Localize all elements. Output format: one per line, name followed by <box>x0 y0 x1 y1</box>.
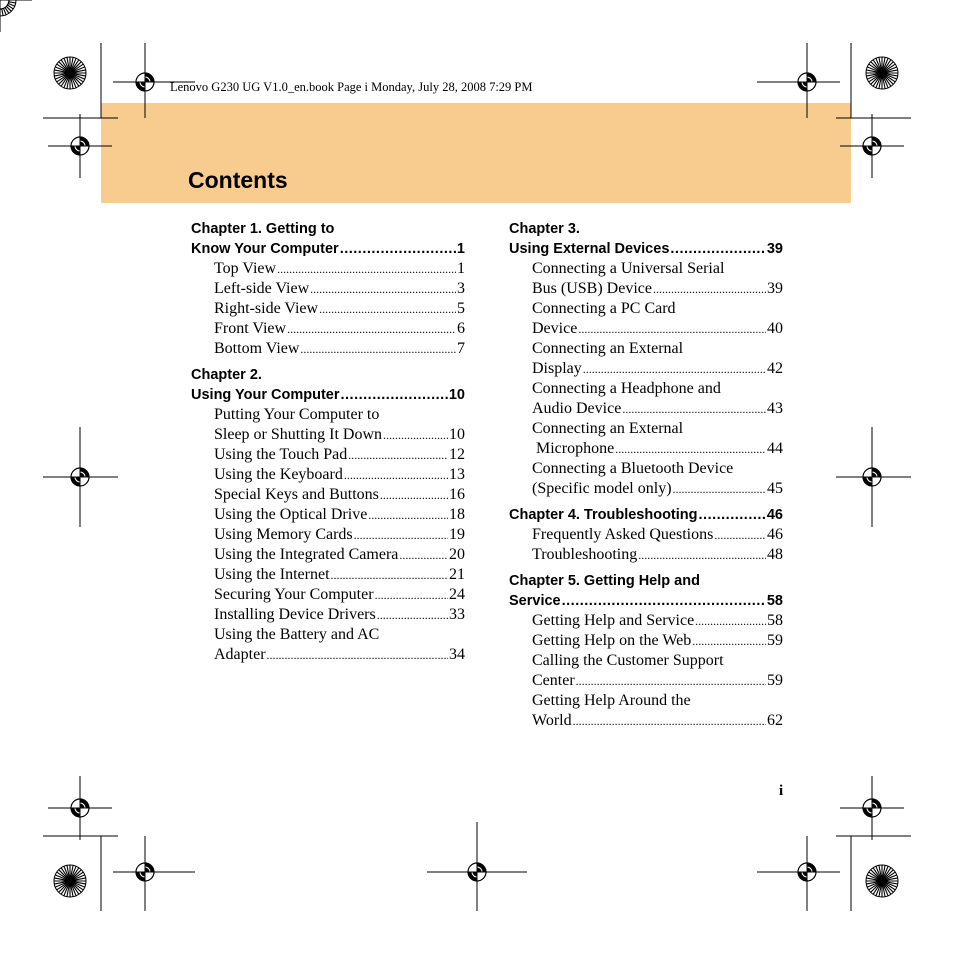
entry-title: Bottom View <box>214 340 300 357</box>
crosshair-target-icon <box>0 0 32 32</box>
entry-title-line: Connecting a PC Card <box>532 300 676 317</box>
entry-page-number: 43 <box>767 400 783 417</box>
entry-title: Frequently Asked Questions <box>532 526 714 543</box>
entry-title-line: Connecting a Headphone and <box>532 380 721 397</box>
entry-title: Top View <box>214 260 277 277</box>
entry-title: Center <box>532 672 575 689</box>
entry-title: World <box>532 712 572 729</box>
entry-title-line: Getting Help Around the <box>532 692 691 709</box>
registration-starburst-icon <box>54 57 86 89</box>
entry-page-number: 59 <box>767 672 783 689</box>
entry-title: Installing Device Drivers <box>214 606 376 623</box>
entry-page-number: 42 <box>767 360 783 377</box>
entry-page-number: 46 <box>767 526 783 543</box>
chapter-page-number: 58 <box>766 593 783 609</box>
entry-title-line: Connecting a Universal Serial <box>532 260 725 277</box>
chapter-heading-title: Using External Devices <box>509 241 670 257</box>
entry-title: Using the Touch Pad <box>214 446 348 463</box>
entry-page-number: 21 <box>449 566 465 583</box>
entry-page-number: 3 <box>457 280 465 297</box>
entry-page-number: 45 <box>767 480 783 497</box>
entry-title: Using the Keyboard <box>214 466 343 483</box>
chapter-page-number: 39 <box>766 241 783 257</box>
entry-title-line: Connecting an External <box>532 420 684 437</box>
entry-title: Using the Optical Drive <box>214 506 368 523</box>
entry-page-number: 48 <box>767 546 783 563</box>
entry-page-number: 12 <box>449 446 465 463</box>
entry-page-number: 40 <box>767 320 783 337</box>
registration-starburst-icon <box>54 865 86 897</box>
entry-page-number: 58 <box>767 612 783 629</box>
crosshair-target-icon <box>48 776 112 840</box>
entry-title: Left-side View <box>214 280 310 297</box>
entry-page-number: 34 <box>449 646 465 663</box>
chapter-page-number: 1 <box>456 241 465 257</box>
entry-page-number: 1 <box>457 260 465 277</box>
entry-title: Using Memory Cards <box>214 526 353 543</box>
entry-title: Securing Your Computer <box>214 586 374 603</box>
entry-title-line: Calling the Customer Support <box>532 652 724 669</box>
crosshair-target-icon <box>840 776 904 840</box>
entry-title: Front View <box>214 320 287 337</box>
entry-title-line: Connecting a Bluetooth Device <box>532 460 734 477</box>
entry-title: Using the Integrated Camera <box>214 546 399 563</box>
entry-page-number: 19 <box>449 526 465 543</box>
chapter-heading-title: Service <box>509 593 561 609</box>
chapter-heading-title: Know Your Computer <box>191 241 339 257</box>
crosshair-target-icon <box>840 114 904 178</box>
page-number: i <box>779 783 784 799</box>
entry-page-number: 24 <box>449 586 465 603</box>
entry-page-number: 18 <box>449 506 465 523</box>
print-header: Lenovo G230 UG V1.0_en.book Page i Monday, July 28, 2008 7:29 PM <box>170 80 533 94</box>
entry-page-number: 59 <box>767 632 783 649</box>
chapter-heading-line: Chapter 3. <box>509 221 580 237</box>
entry-page-number: 20 <box>449 546 465 563</box>
chapter-heading-line: Chapter 1. Getting to <box>191 221 335 237</box>
entry-page-number: 7 <box>457 340 465 357</box>
entry-title: Sleep or Shutting It Down <box>214 426 382 443</box>
registration-starburst-icon <box>866 57 898 89</box>
entry-page-number: 10 <box>449 426 465 443</box>
entry-page-number: 33 <box>449 606 465 623</box>
entry-title: Device <box>532 320 578 337</box>
entry-title: Microphone <box>532 440 615 457</box>
entry-page-number: 39 <box>767 280 783 297</box>
chapter-page-number: 46 <box>766 507 783 523</box>
chapter-heading-title: Using Your Computer <box>191 387 340 403</box>
chapter-heading-title: Chapter 4. Troubleshooting <box>509 507 698 523</box>
entry-page-number: 44 <box>767 440 783 457</box>
entry-title: Special Keys and Buttons <box>214 486 379 503</box>
entry-title: Troubleshooting <box>532 546 638 563</box>
entry-page-number: 6 <box>457 320 465 337</box>
entry-title: (Specific model only) <box>532 480 672 497</box>
chapter-heading-line: Chapter 5. Getting Help and <box>509 573 700 589</box>
entry-page-number: 13 <box>449 466 465 483</box>
entry-page-number: 5 <box>457 300 465 317</box>
entry-title-line: Putting Your Computer to <box>214 406 380 423</box>
entry-title: Bus (USB) Device <box>532 280 652 297</box>
entry-title: Right-side View <box>214 300 319 317</box>
entry-title-line: Using the Battery and AC <box>214 626 380 643</box>
entry-title: Getting Help on the Web <box>532 632 692 649</box>
entry-title-line: Connecting an External <box>532 340 684 357</box>
entry-page-number: 62 <box>767 712 783 729</box>
entry-title: Using the Internet <box>214 566 330 583</box>
registration-starburst-icon <box>866 865 898 897</box>
entry-title: Display <box>532 360 582 377</box>
entry-title: Audio Device <box>532 400 622 417</box>
entry-title: Getting Help and Service <box>532 612 695 629</box>
crosshair-target-icon <box>48 114 112 178</box>
chapter-page-number: 10 <box>448 387 465 403</box>
page-title: Contents <box>188 167 288 193</box>
entry-page-number: 16 <box>449 486 465 503</box>
chapter-heading-line: Chapter 2. <box>191 367 262 383</box>
entry-title: Adapter <box>214 646 266 663</box>
